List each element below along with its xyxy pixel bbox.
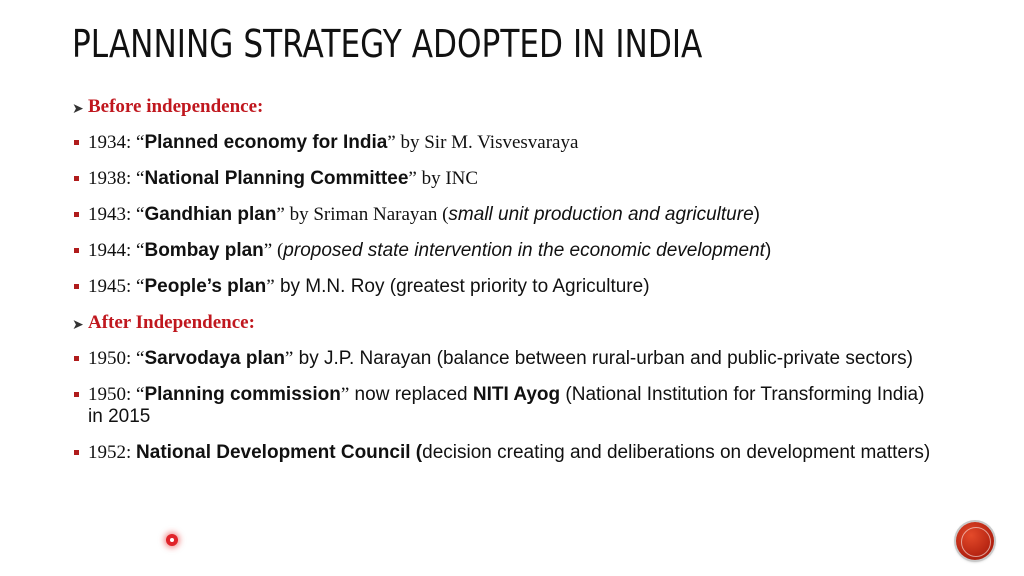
arrow-bullet-icon: ➤ <box>72 100 84 116</box>
list-item: 1944: “Bombay plan” (proposed state intervention in the economic development) <box>72 240 932 262</box>
section-label: Before independence: <box>88 96 264 117</box>
list-item: 1934: “Planned economy for India” by Sir M. Visvesvaraya <box>72 132 932 154</box>
square-bullet-icon <box>74 284 79 289</box>
section-heading-before <box>72 96 932 118</box>
square-bullet-icon <box>74 356 79 361</box>
list-item: 1950: “Planning commission” now replaced NITI Ayog (National Institution for Transforming India) in 2015 <box>72 384 932 428</box>
square-bullet-icon <box>74 140 79 145</box>
list-item: 1945: “People’s plan” by M.N. Roy (greatest priority to Agriculture) <box>72 276 932 298</box>
slide-nav-button[interactable] <box>956 522 994 560</box>
list-item: 1938: “National Planning Committee” by INC <box>72 168 932 190</box>
square-bullet-icon <box>74 450 79 455</box>
arrow-bullet-icon: ➤ <box>72 316 84 332</box>
list-item: 1950: “Sarvodaya plan” by J.P. Narayan (balance between rural-urban and public-private sectors) <box>72 348 932 370</box>
square-bullet-icon <box>74 176 79 181</box>
laser-pointer-icon <box>166 534 178 546</box>
list-item: 1943: “Gandhian plan” by Sriman Narayan (small unit production and agriculture) <box>72 204 932 226</box>
list-item: 1952: National Development Council (decision creating and deliberations on development matters) <box>72 442 932 464</box>
square-bullet-icon <box>74 248 79 253</box>
square-bullet-icon <box>74 212 79 217</box>
square-bullet-icon <box>74 392 79 397</box>
slide-title: PLANNING STRATEGY ADOPTED IN INDIA <box>72 22 703 66</box>
section-heading-after <box>72 312 932 334</box>
section-label: After Independence: <box>88 312 255 333</box>
slide-content <box>72 96 932 478</box>
